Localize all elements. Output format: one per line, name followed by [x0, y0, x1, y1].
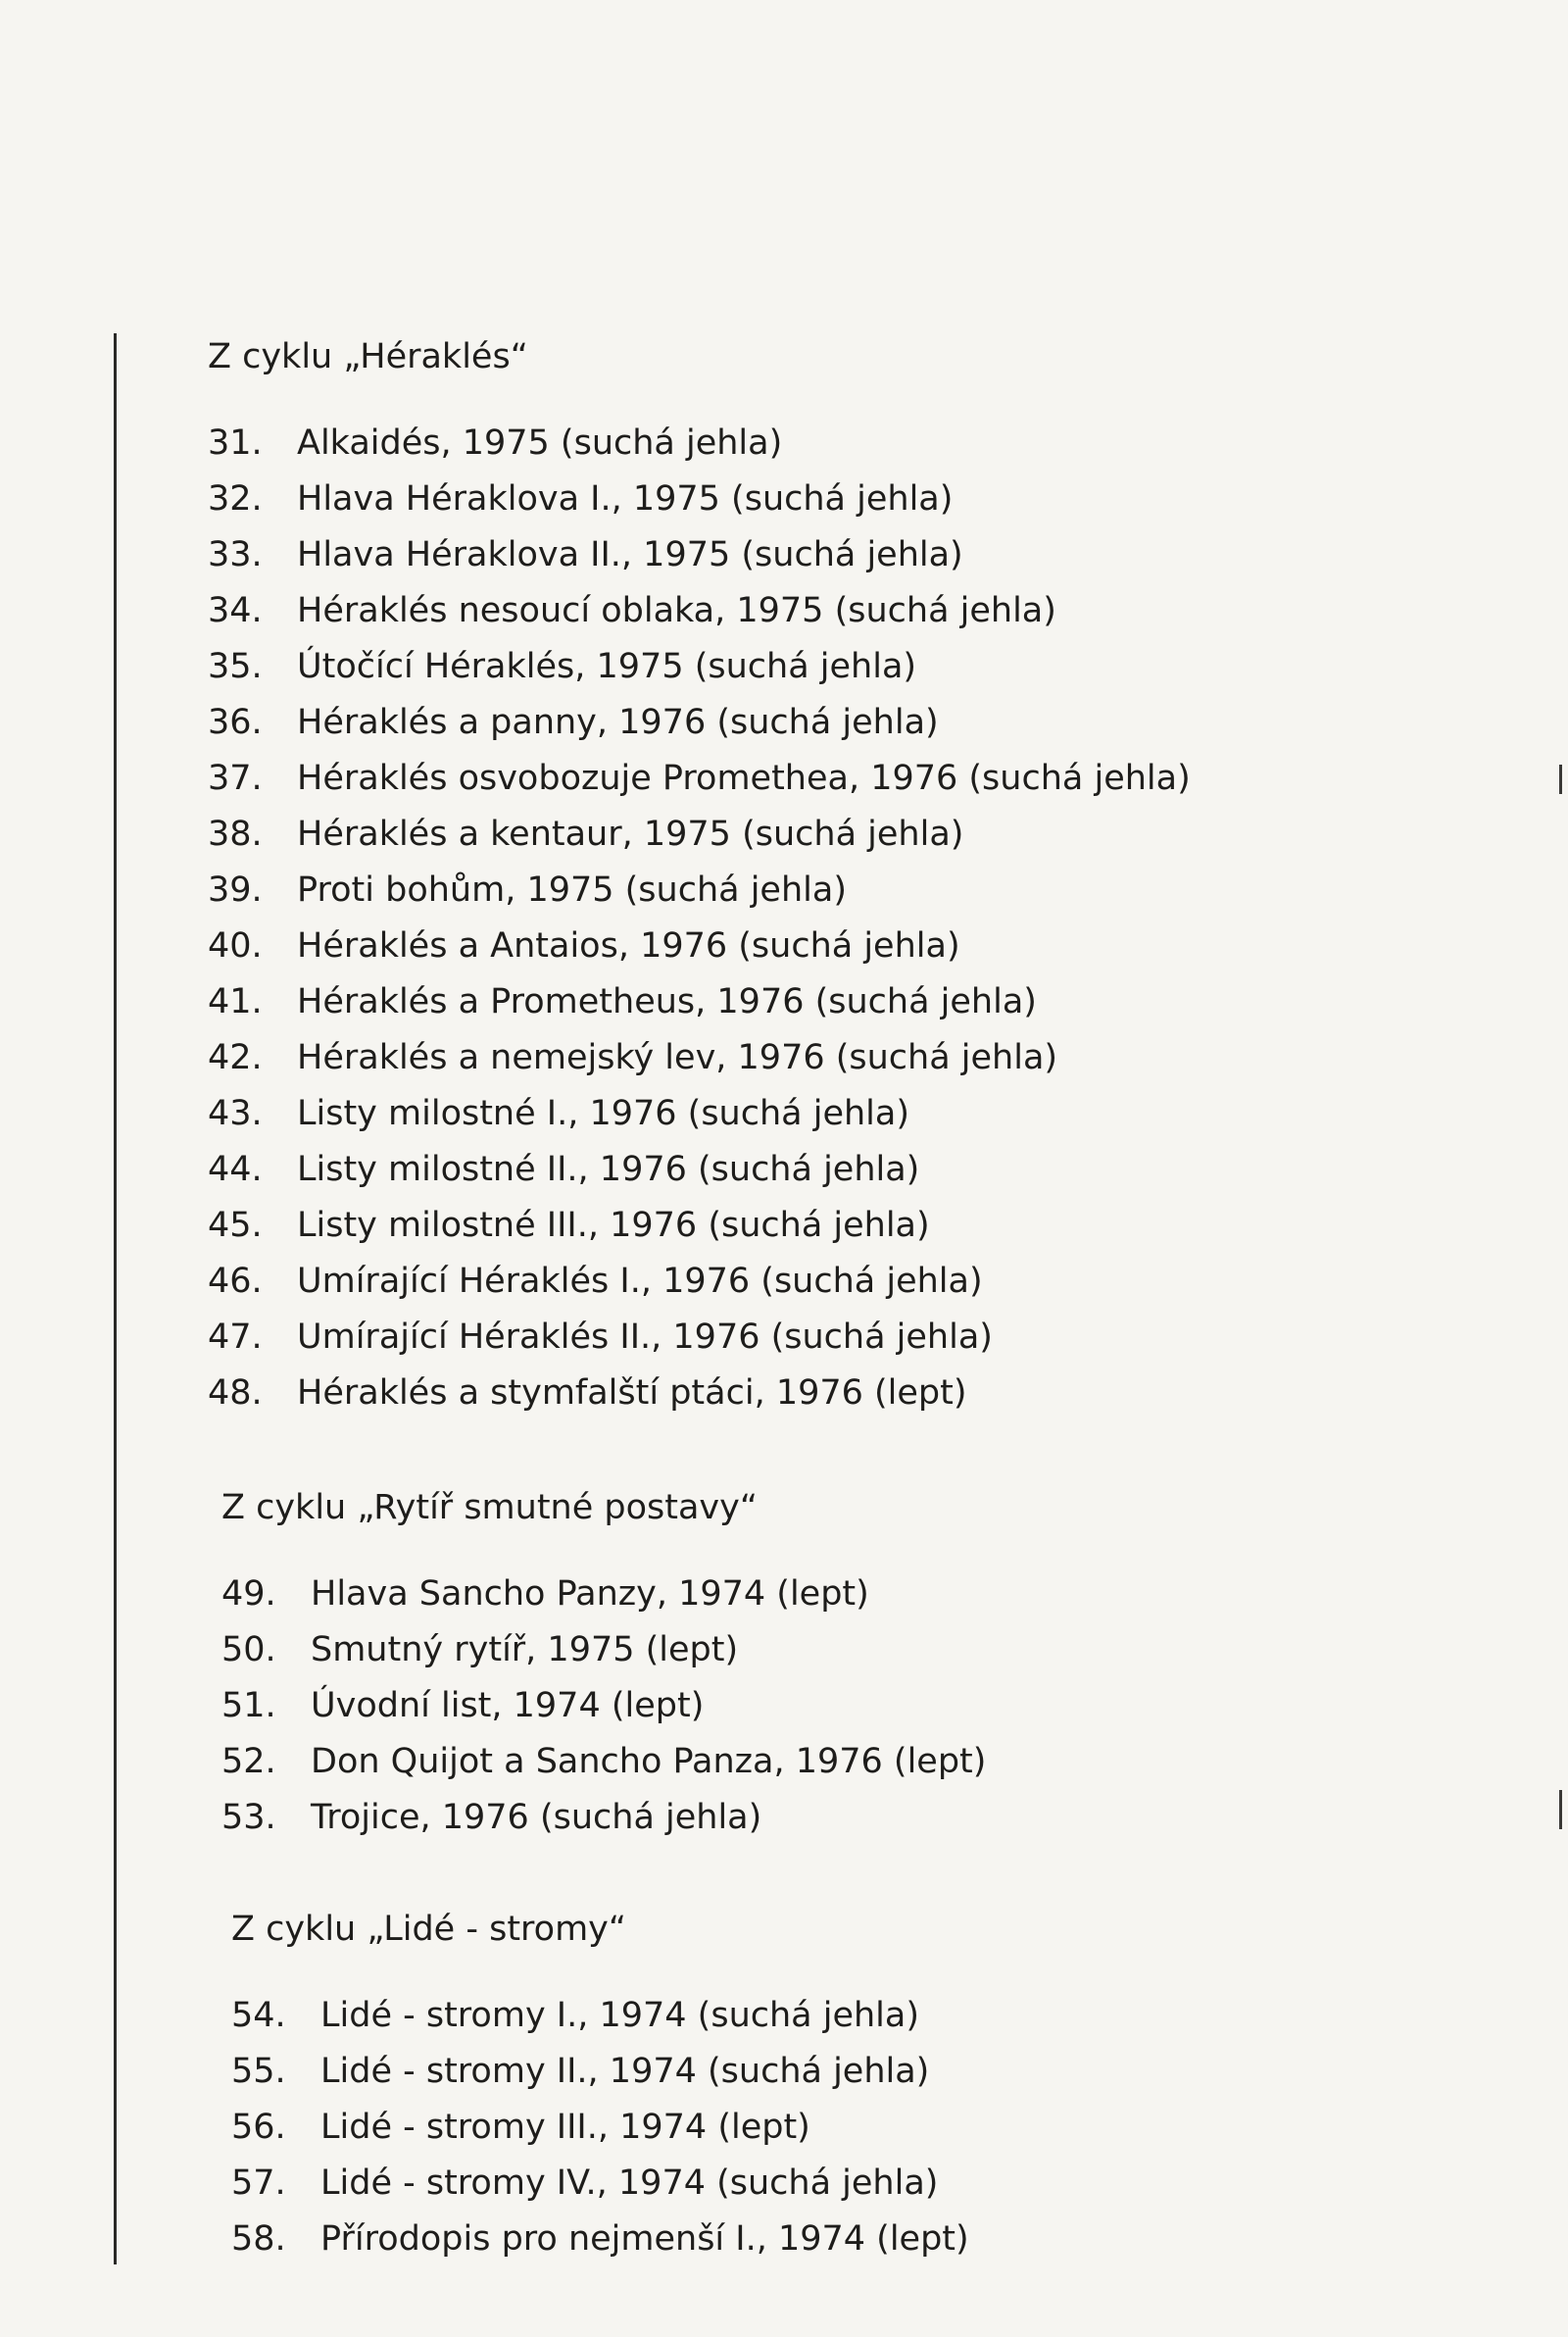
section-heracles: [208, 335, 1384, 1421]
item-number: 54.: [231, 1996, 286, 2035]
item-number: 37.: [208, 759, 263, 798]
item-text: Héraklés a Antaios, 1976 (suchá jehla): [297, 926, 960, 966]
list-item: [231, 2156, 1407, 2212]
item-number: 53.: [221, 1798, 276, 1837]
item-number: 50.: [221, 1630, 276, 1669]
item-text: Héraklés osvobozuje Promethea, 1976 (suchá jehla): [297, 759, 1191, 798]
item-list: [231, 1988, 1407, 2267]
item-text: Listy milostné II., 1976 (suchá jehla): [297, 1150, 920, 1189]
item-text: Hlava Héraklova II., 1975 (suchá jehla): [297, 535, 963, 574]
item-number: 52.: [221, 1742, 276, 1781]
list-item: [208, 751, 1384, 807]
list-item: [208, 1142, 1384, 1198]
item-number: 44.: [208, 1150, 263, 1189]
list-item: [208, 1086, 1384, 1142]
section-title: Z cyklu „Rytíř smutné postavy“: [221, 1488, 758, 1527]
item-list: [221, 1566, 1397, 1846]
item-number: 49.: [221, 1574, 276, 1614]
list-item: [208, 1366, 1384, 1421]
left-margin-rule: [114, 333, 117, 2264]
list-item: [208, 695, 1384, 751]
item-text: Proti bohům, 1975 (suchá jehla): [297, 870, 847, 910]
item-text: Hlava Sancho Panzy, 1974 (lept): [311, 1574, 869, 1614]
list-item: [208, 1254, 1384, 1310]
item-number: 32.: [208, 479, 263, 519]
item-text: Alkaidés, 1975 (suchá jehla): [297, 423, 783, 463]
item-number: 48.: [208, 1373, 263, 1413]
item-text: Lidé - stromy I., 1974 (suchá jehla): [320, 1996, 920, 2035]
item-number: 42.: [208, 1038, 263, 1077]
item-text: Lidé - stromy IV., 1974 (suchá jehla): [320, 2163, 939, 2203]
item-text: Umírající Héraklés I., 1976 (suchá jehla): [297, 1262, 983, 1301]
right-edge-mark: [1559, 1790, 1562, 1829]
item-text: Útočící Héraklés, 1975 (suchá jehla): [297, 647, 917, 686]
list-item: [208, 807, 1384, 863]
list-item: [208, 1030, 1384, 1086]
item-text: Trojice, 1976 (suchá jehla): [311, 1798, 762, 1837]
item-text: Héraklés a panny, 1976 (suchá jehla): [297, 703, 939, 742]
item-text: Héraklés a stymfalští ptáci, 1976 (lept): [297, 1373, 967, 1413]
item-number: 46.: [208, 1262, 263, 1301]
item-number: 39.: [208, 870, 263, 910]
list-item: [208, 919, 1384, 974]
section-title: Z cyklu „Lidé - stromy“: [231, 1910, 627, 1949]
item-number: 51.: [221, 1686, 276, 1725]
list-item: [231, 1988, 1407, 2044]
item-number: 43.: [208, 1094, 263, 1133]
item-number: 41.: [208, 982, 263, 1021]
item-number: 45.: [208, 1206, 263, 1245]
item-number: 58.: [231, 2219, 286, 2259]
item-text: Hlava Héraklova I., 1975 (suchá jehla): [297, 479, 954, 519]
list-item: [221, 1622, 1397, 1678]
item-text: Úvodní list, 1974 (lept): [311, 1686, 705, 1725]
list-item: [221, 1566, 1397, 1622]
list-item: [221, 1790, 1397, 1846]
item-number: 35.: [208, 647, 263, 686]
item-text: Listy milostné III., 1976 (suchá jehla): [297, 1206, 930, 1245]
item-text: Héraklés a Prometheus, 1976 (suchá jehla): [297, 982, 1037, 1021]
list-item: [208, 1198, 1384, 1254]
item-number: 36.: [208, 703, 263, 742]
item-number: 56.: [231, 2108, 286, 2147]
item-number: 47.: [208, 1318, 263, 1357]
item-number: 38.: [208, 815, 263, 854]
item-list: [208, 416, 1384, 1421]
item-text: Don Quijot a Sancho Panza, 1976 (lept): [311, 1742, 987, 1781]
item-text: Héraklés a kentaur, 1975 (suchá jehla): [297, 815, 964, 854]
item-number: 40.: [208, 926, 263, 966]
item-number: 57.: [231, 2163, 286, 2203]
section-title: Z cyklu „Héraklés“: [208, 337, 528, 376]
item-number: 34.: [208, 591, 263, 630]
list-item: [208, 472, 1384, 527]
item-number: 33.: [208, 535, 263, 574]
list-item: [208, 583, 1384, 639]
list-item: [208, 416, 1384, 472]
list-item: [231, 2100, 1407, 2156]
list-item: [221, 1734, 1397, 1790]
list-item: [231, 2044, 1407, 2100]
list-item: [221, 1678, 1397, 1734]
list-item: [208, 863, 1384, 919]
list-item: [208, 974, 1384, 1030]
item-text: Lidé - stromy III., 1974 (lept): [320, 2108, 810, 2147]
item-text: Umírající Héraklés II., 1976 (suchá jehla): [297, 1318, 993, 1357]
section-rytir-smutne-postavy: [221, 1486, 1397, 1846]
item-number: 55.: [231, 2052, 286, 2091]
list-item: [208, 1310, 1384, 1366]
list-item: [208, 639, 1384, 695]
item-text: Přírodopis pro nejmenší I., 1974 (lept): [320, 2219, 969, 2259]
list-item: [231, 2212, 1407, 2267]
right-edge-mark: [1559, 765, 1562, 794]
item-text: Lidé - stromy II., 1974 (suchá jehla): [320, 2052, 930, 2091]
item-number: 31.: [208, 423, 263, 463]
item-text: Héraklés nesoucí oblaka, 1975 (suchá jehla): [297, 591, 1056, 630]
section-lide-stromy: [231, 1908, 1407, 2267]
list-item: [208, 527, 1384, 583]
item-text: Héraklés a nemejský lev, 1976 (suchá jehla): [297, 1038, 1058, 1077]
item-text: Listy milostné I., 1976 (suchá jehla): [297, 1094, 910, 1133]
item-text: Smutný rytíř, 1975 (lept): [311, 1630, 739, 1669]
